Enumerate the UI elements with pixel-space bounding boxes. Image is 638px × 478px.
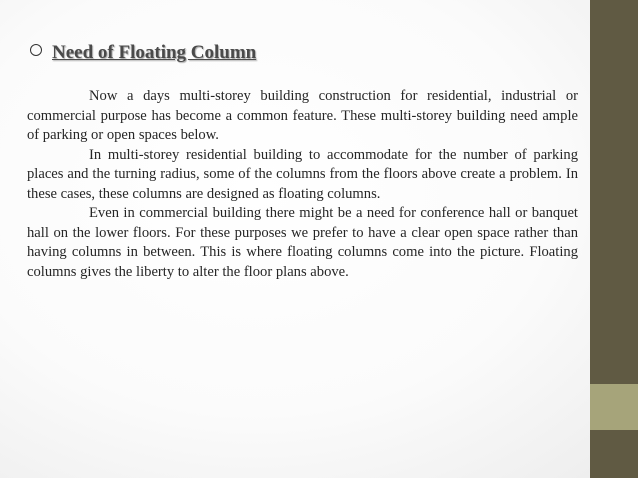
hollow-circle-bullet-icon	[30, 44, 42, 56]
heading-row	[30, 42, 256, 64]
body-text	[27, 87, 578, 282]
slide-heading: Need of Floating Column	[52, 42, 257, 63]
decorative-side-accent	[590, 384, 638, 430]
paragraph-3: Even in commercial building there might be a need for conference hall or banquet hall on the lower floors. For these purposes we prefer to have a clear open space rather than having columns in between. This is where floating columns come into the picture. Floating columns gives the liberty to alter the floor plans above.	[27, 205, 578, 280]
paragraph-2: In multi-storey residential building to accommodate for the number of parking places and the turning radius, some of the columns from the floors above create a problem. In these cases, these columns are designed as floating columns.	[27, 146, 578, 202]
paragraph-1: Now a days multi-storey building construction for residential, industrial or commercial purpose has become a common feature. These multi-storey building need ample of parking or open spaces below.	[27, 88, 578, 143]
